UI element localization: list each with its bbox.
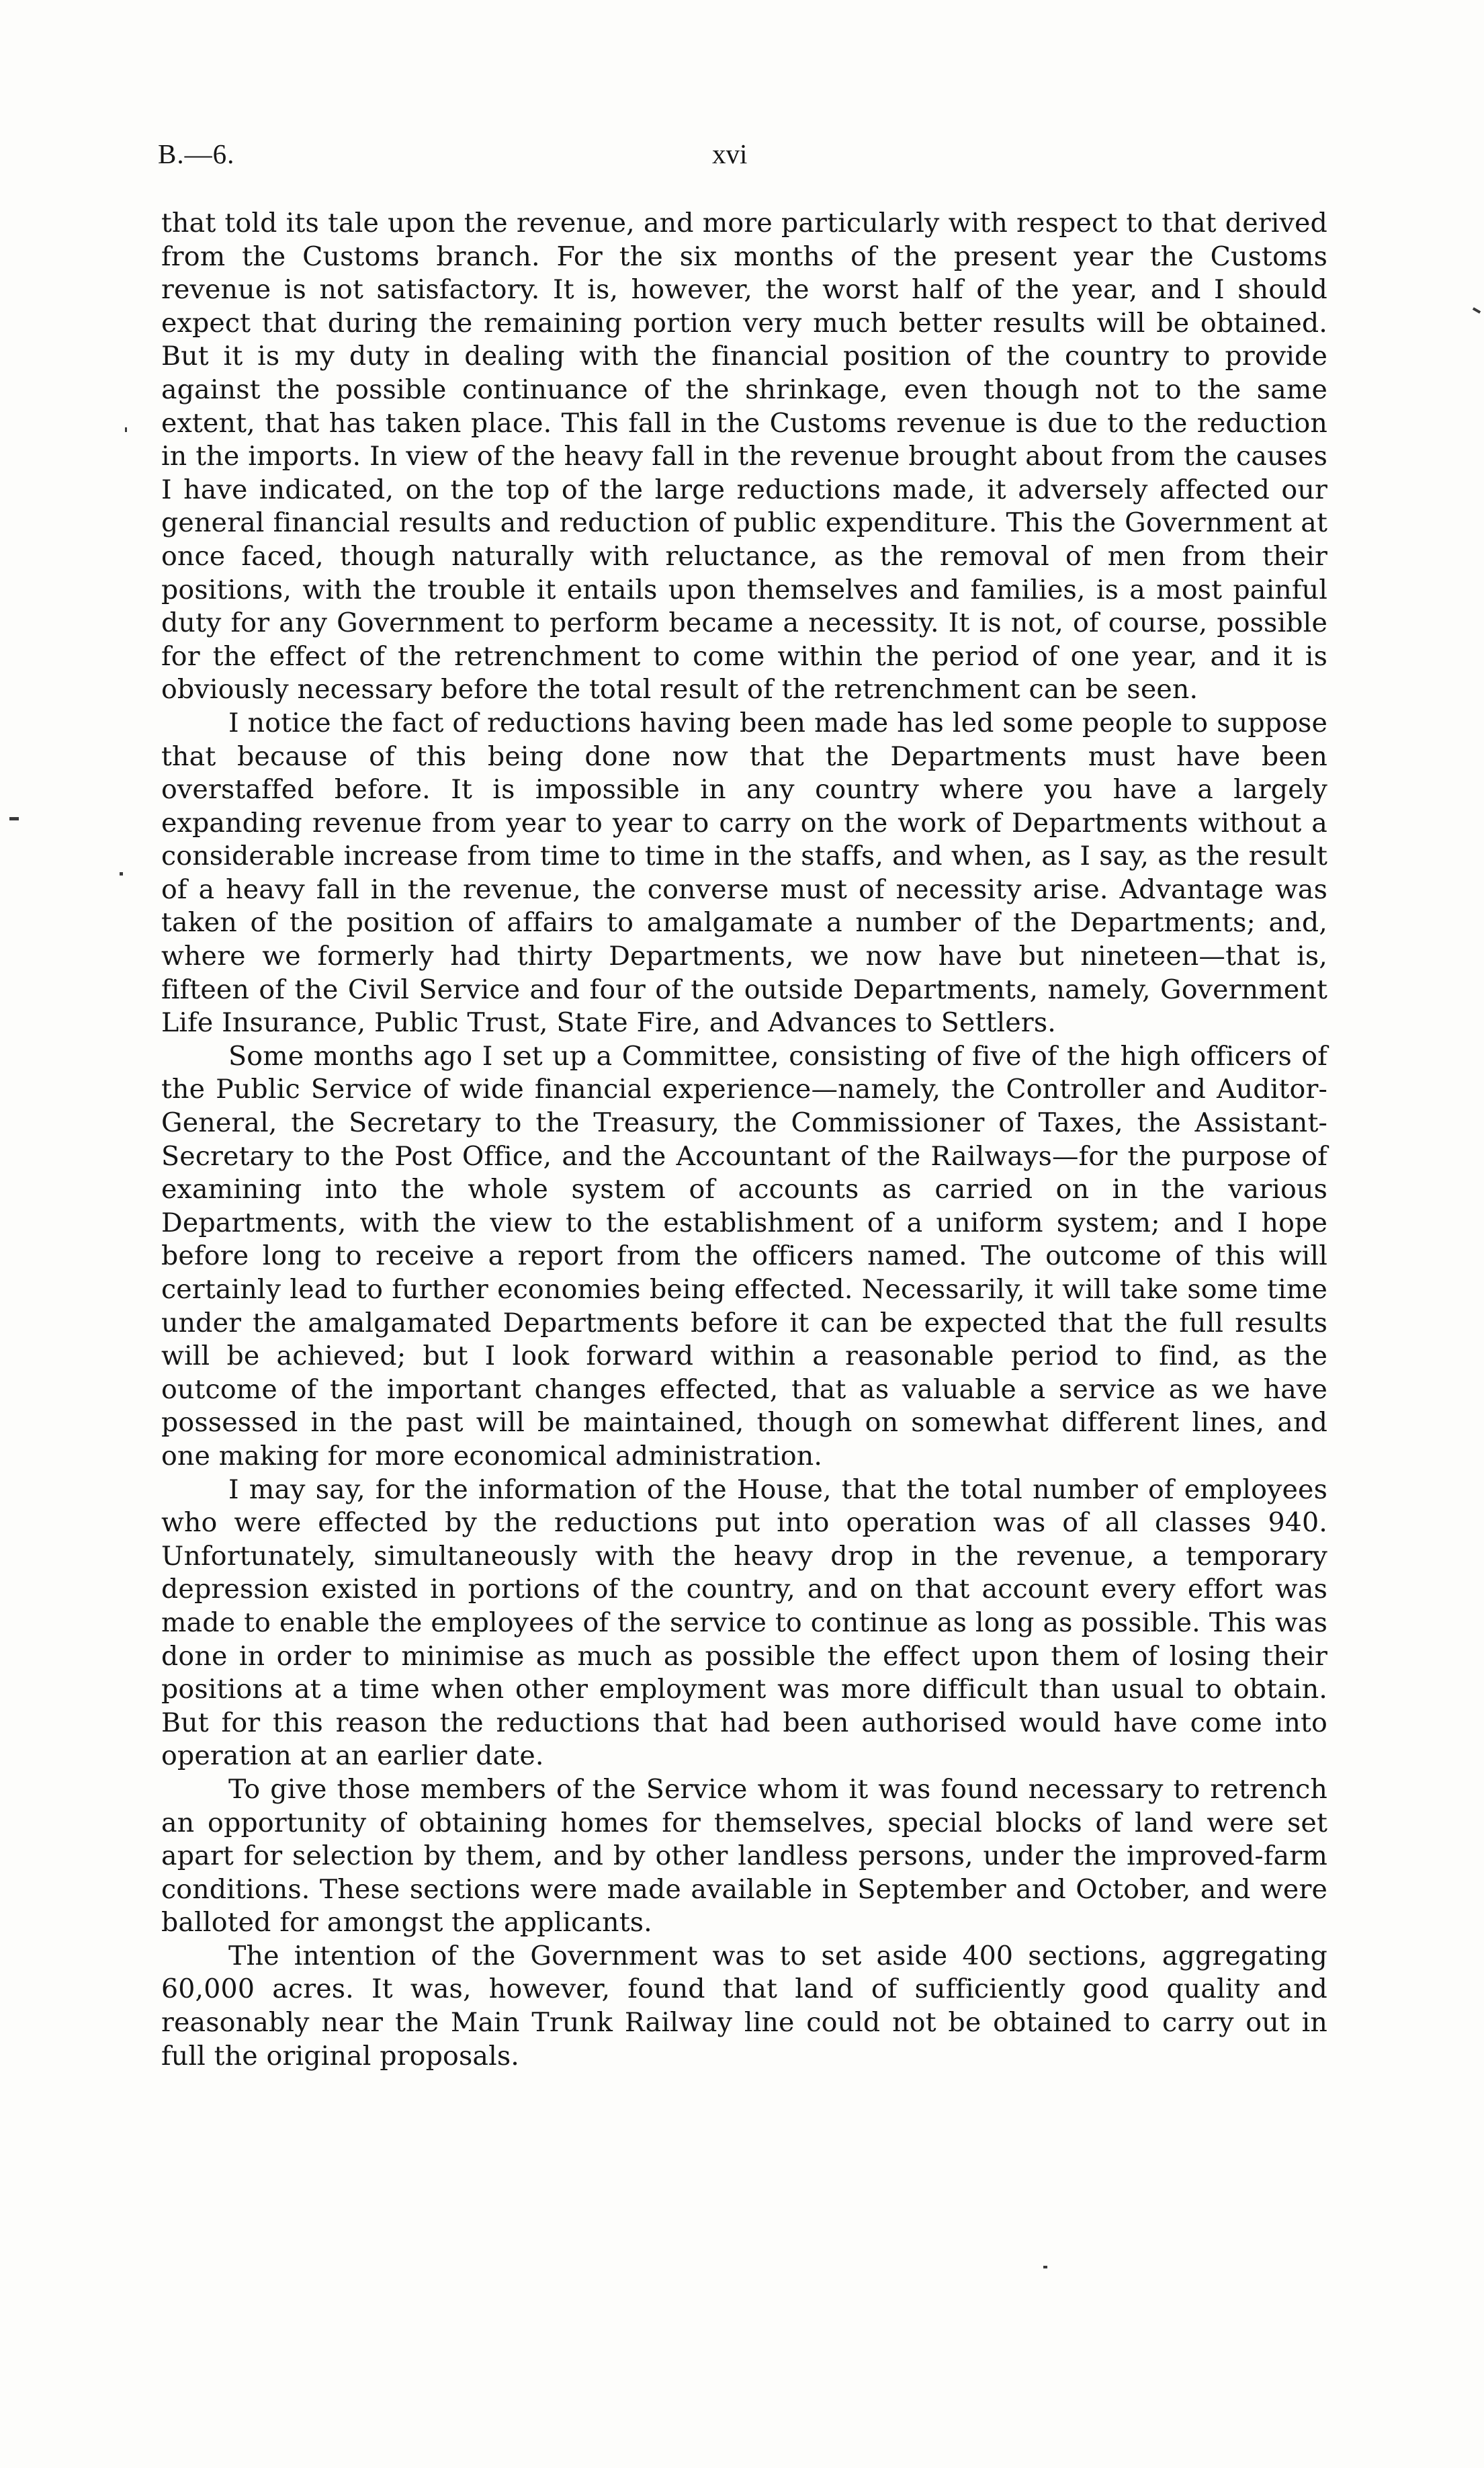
document-reference: B.—6. xyxy=(158,138,235,169)
margin-mark xyxy=(120,872,123,876)
paragraph: Some months ago I set up a Committee, consisting of five of the high officers of the Public Service of wide financial experience—namely, the Controller and Auditor-General, the Secretary to the Treasury, the Commissioner of Taxes, the Assistant-Secretary to the Post Office, and the Accountant of the Railways—for the purpose of examining into the whole system of accounts as carried on in the various Departments, with the view to the establishment of a uniform system; and I hope before long to receive a report from the officers named. The outcome of this will certainly lead to further economies being effected. Necessarily, it will take some time under the amalgamated Departments before it can be expected that the full results will be achieved; but I look forward within a reasonable period to find, as the outcome of the important changes effected, that as valuable a service as we have possessed in the past will be maintained, though on somewhat different lines, and one making for more economical administration. xyxy=(161,1040,1327,1472)
margin-mark xyxy=(125,427,127,432)
body-text xyxy=(161,207,1327,2073)
margin-mark xyxy=(9,817,19,820)
paragraph: I may say, for the information of the House, that the total number of employees who were effected by the reductions put into operation was of all classes 940. Unfortunately, simultaneously with the heavy drop in the revenue, a temporary depression existed in portions of the country, and on that account every effort was made to enable the employees of the service to continue as long as possible. This was done in order to minimise as much as possible the effect upon them of losing their positions at a time when other employment was more difficult than usual to obtain. But for this reason the reductions that had been authorised would have come into operation at an earlier date. xyxy=(161,1474,1327,1772)
page-header xyxy=(158,138,1327,178)
margin-mark xyxy=(1473,307,1481,313)
paragraph: I notice the fact of reductions having been made has led some people to suppose that because of this being done now that the Departments must have been overstaffed before. It is impossible in any country where you have a largely expanding revenue from year to year to carry on the work of Departments without a considerable increase from time to time in the staffs, and when, as I say, as the result of a heavy fall in the revenue, the converse must of necessity arise. Advantage was taken of the position of affairs to amalgamate a number of the Departments; and, where we formerly had thirty Departments, we now have but nineteen—that is, fifteen of the Civil Service and four of the outside Departments, namely, Government Life Insurance, Public Trust, State Fire, and Advances to Settlers. xyxy=(161,707,1327,1039)
paragraph-continued: that told its tale upon the revenue, and more particularly with respect to that derived from the Customs branch. For the six months of the present year the Customs revenue is not satisfactory. It is, however, the worst half of the year, and I should expect that during the remaining portion very much better results will be obtained. But it is my duty in dealing with the financial position of the country to provide against the possible continuance of the shrinkage, even though not to the same extent, that has taken place. This fall in the Customs revenue is due to the reduction in the imports. In view of the heavy fall in the revenue brought about from the causes I have indicated, on the top of the large reductions made, it adversely affected our general financial results and reduction of public expenditure. This the Government at once faced, though naturally with reluctance, as the removal of men from their positions, with the trouble it entails upon themselves and families, is a most painful duty for any Government to perform became a necessity. It is not, of course, possible for the effect of the retrenchment to come within the period of one year, and it is obviously necessary before the total result of the retrenchment can be seen. xyxy=(161,208,1327,706)
paragraph: The intention of the Government was to set aside 400 sections, aggregating 60,000 acres. It was, however, found that land of sufficiently good quality and reasonably near the Main Trunk Railway line could not be obtained to carry out in full the original proposals. xyxy=(161,1940,1327,2072)
page-number: xvi xyxy=(712,138,748,169)
paragraph: To give those members of the Service whom it was found necessary to retrench an opportunity of obtaining homes for themselves, special blocks of land were set apart for selection by them, and by other landless persons, under the improved-farm conditions. These sections were made available in September and October, and were balloted for amongst the applicants. xyxy=(161,1773,1327,1939)
margin-mark xyxy=(1043,2266,1047,2268)
